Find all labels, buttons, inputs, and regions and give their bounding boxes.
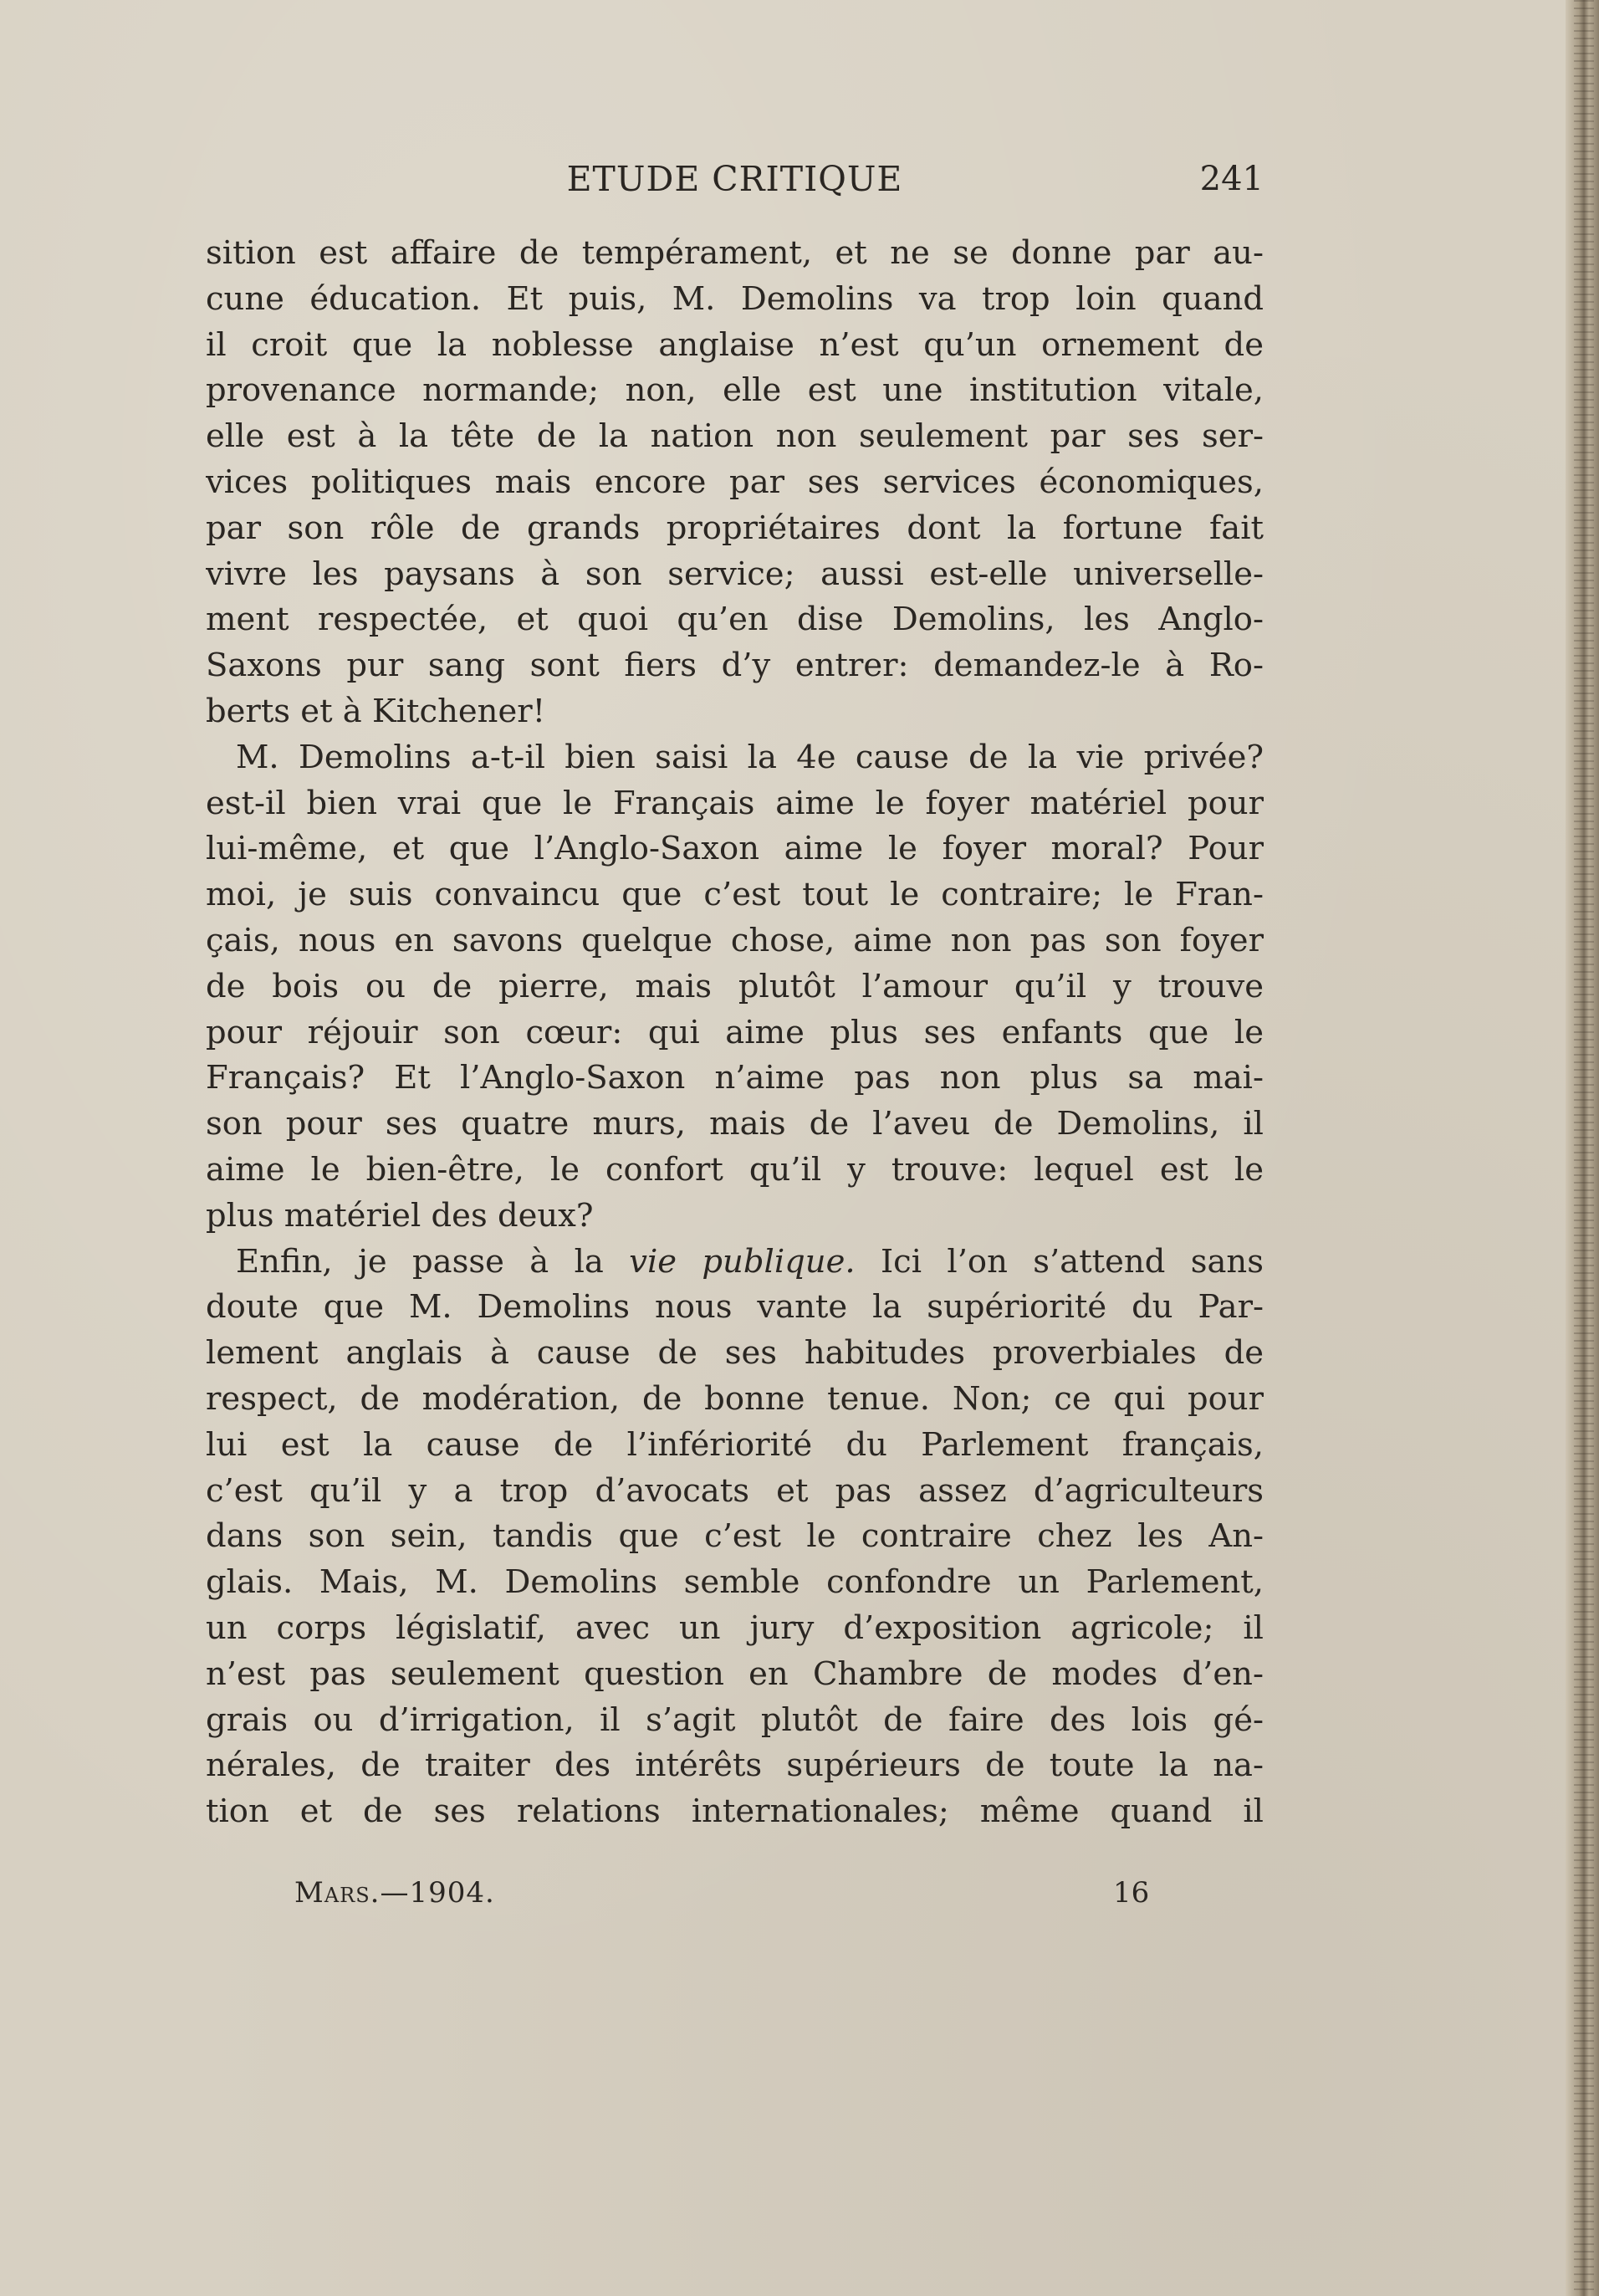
text-line: Français? Et l’Anglo-Saxon n’aime pas non plus sa mai- — [206, 1059, 1264, 1097]
text-line: Saxons pur sang sont fiers d’y entrer: demandez-le à Ro- — [206, 647, 1264, 685]
text-line: aime le bien-être, le confort qu’il y trouve: lequel est le — [206, 1150, 1264, 1189]
paragraph-end-line: plus matériel des deux? — [206, 1196, 594, 1235]
text-line: çais, nous en savons quelque chose, aime non pas son foyer — [206, 921, 1264, 959]
text-line: provenance normande; non, elle est une institution vitale, — [206, 371, 1264, 410]
text-line: n’est pas seulement question en Chambre de modes d’en- — [206, 1654, 1264, 1693]
text-line: lement anglais à cause de ses habitudes proverbiales de — [206, 1334, 1264, 1373]
text-line: par son rôle de grands propriétaires dont la fortune fait — [206, 509, 1264, 547]
text-line: c’est qu’il y a trop d’avocats et pas assez d’agriculteurs — [206, 1471, 1264, 1510]
text-line: moi, je suis convaincu que c’est tout le contraire; le Fran- — [206, 876, 1264, 914]
text-line: son pour ses quatre murs, mais de l’aveu de Demolins, il — [206, 1105, 1264, 1143]
paragraph-start-line — [206, 1240, 1264, 1286]
text-line: respect, de modération, de bonne tenue. Non; ce qui pour — [206, 1379, 1264, 1418]
paragraph-end-line: berts et à Kitchener! — [206, 692, 546, 730]
page-footer — [206, 1872, 1264, 1914]
line-text: Ici l’on s’attend sans — [855, 1242, 1264, 1281]
text-line: lui-même, et que l’Anglo-Saxon aime le foyer moral? Pour — [206, 830, 1264, 868]
text-line: vices politiques mais encore par ses services économiques, — [206, 463, 1264, 501]
text-line: pour réjouir son cœur: qui aime plus ses enfants que le — [206, 1013, 1264, 1051]
text-line: est-il bien vrai que le Français aime le foyer matériel pour — [206, 784, 1264, 822]
text-line: de bois ou de pierre, mais plutôt l’amour qu’il y trouve — [206, 967, 1264, 1005]
running-title: ETUDE CRITIQUE — [566, 159, 903, 199]
text-line: dans son sein, tandis que c’est le contraire chez les An- — [206, 1517, 1264, 1556]
text-line: un corps législatif, avec un jury d’exposition agricole; il — [206, 1608, 1264, 1647]
paragraph-start-line: M. Demolins a-t-il bien saisi la 4e cause de la vie privée? — [236, 738, 1264, 776]
signature-mark: 16 — [1113, 1876, 1150, 1910]
body-text — [206, 231, 1264, 1835]
issue-date: Mars.—1904. — [294, 1876, 495, 1910]
text-line: glais. Mais, M. Demolins semble confondre un Parlement, — [206, 1563, 1264, 1602]
text-line: elle est à la tête de la nation non seulement par ses ser- — [206, 417, 1264, 456]
text-line: cune éducation. Et puis, M. Demolins va trop loin quand — [206, 279, 1264, 318]
page-edge-lines — [1574, 0, 1594, 2296]
text-line: sition est affaire de tempérament, et ne se donne par au- — [206, 234, 1264, 272]
line-text: Enfin, je passe à la — [236, 1242, 630, 1281]
text-line: lui est la cause de l’infériorité du Parlement français, — [206, 1425, 1264, 1464]
text-line: vivre les paysans à son service; aussi est-elle universelle- — [206, 555, 1264, 593]
italic-phrase: vie publique. — [629, 1242, 856, 1281]
text-line: nérales, de traiter des intérêts supérieurs de toute la na- — [206, 1746, 1264, 1785]
text-line: il croit que la noblesse anglaise n’est qu’un ornement de — [206, 325, 1264, 364]
running-head — [206, 154, 1264, 204]
text-line: doute que M. Demolins nous vante la supériorité du Par- — [206, 1288, 1264, 1327]
page-number: 241 — [1199, 160, 1264, 198]
text-line: tion et de ses relations internationales; même quand il — [206, 1792, 1264, 1831]
text-line: ment respectée, et quoi qu’en dise Demolins, les Anglo- — [206, 601, 1264, 639]
text-line: grais ou d’irrigation, il s’agit plutôt de faire des lois gé- — [206, 1700, 1264, 1739]
